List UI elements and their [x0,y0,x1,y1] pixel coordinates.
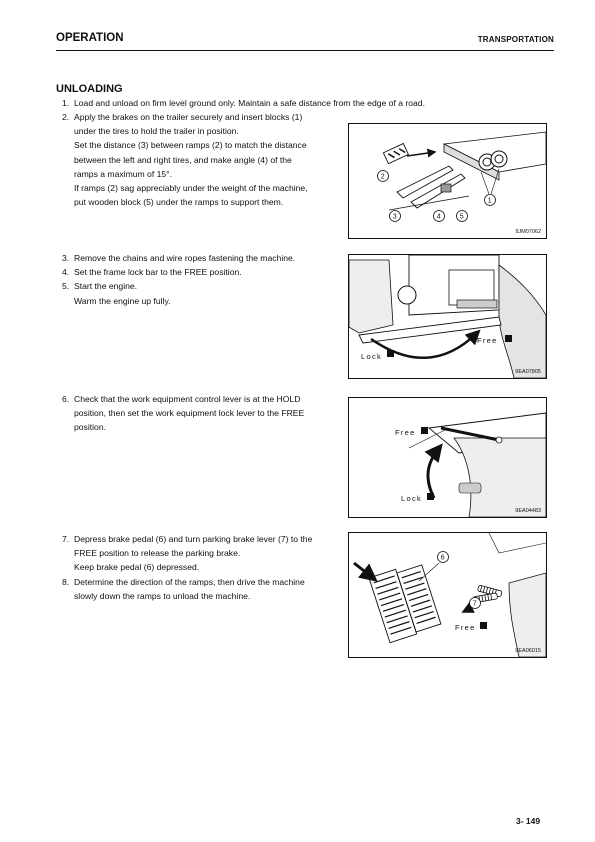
figure-lock-lever [348,397,547,518]
figure-ramps [348,123,547,239]
free-label: Free [395,428,416,437]
free-label: Free [455,623,476,632]
steps-7-8: 7. Depress brake pedal (6) and turn parking brake lever (7) to the FREE position to release the parking brake. Keep brake pedal (6) depressed. 8. Determine the direction of the ramps, then drive the machine slowly down the ramps to unload the machine. [62,534,313,601]
free-label: Free [477,336,498,345]
callout-6: 6 [440,554,445,562]
steps-3-5: 3. Remove the chains and wire ropes fastening the machine. 4. Set the frame lock bar to the FREE position. 5. Start the engine. Warm the engine up fully. [62,253,296,306]
step-1: 1. Load and unload on firm level ground only. Maintain a safe distance from the edge of a road. [62,98,425,108]
step-2: 2. Apply the brakes on the trailer securely and insert blocks (1) under the tires to hold the trailer in position. Set the distance (3) between ramps (2) to match the distance between the left and right tires, and make angle (4) of the ramps a maximum of 15°. If ramps (2) sag appreciably under the weight of the machine, put wooden block (5) under the ramps to support them. [62,112,308,208]
figure-code: 9EA06015 [515,648,541,654]
section-title: UNLOADING [56,83,123,95]
chapter-title: OPERATION [56,32,124,44]
lock-label: Lock [361,352,383,361]
page-number: 3- 149 [516,816,541,826]
callout-3: 3 [392,213,397,221]
lock-label: Lock [401,494,423,503]
figure-frame-lock [348,254,547,379]
figure-code: 9EA04483 [515,508,541,514]
callout-1: 1 [487,197,492,205]
figure-code: 9JM07062 [515,229,541,235]
figure-code: 9EA07805 [515,369,541,375]
callout-2: 2 [380,173,385,181]
section-header: TRANSPORTATION [477,35,554,44]
page-header [56,30,554,51]
callout-4: 4 [436,213,441,221]
callout-7: 7 [472,600,477,608]
step-6: 6. Check that the work equipment control lever is at the HOLD position, then set the work equipment lock lever to the FREE position. [62,394,305,433]
callout-5: 5 [459,213,464,221]
figure-brake-pedal [348,532,547,658]
